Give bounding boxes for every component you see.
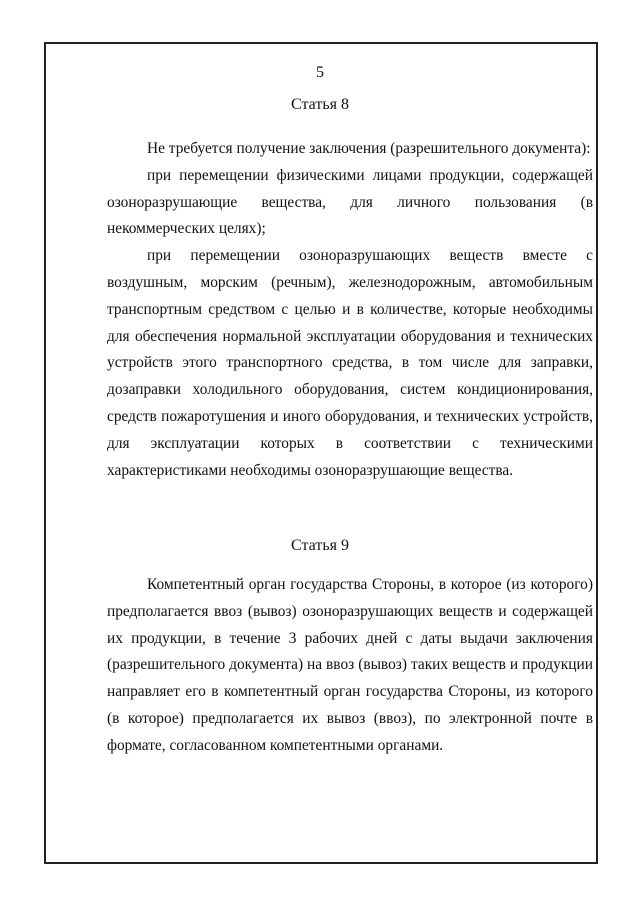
article-8-paragraph: при перемещении озоноразрушающих веществ вместе с воздушным, морским (речным), железнодорожным, автомобильным транспортным средством с целью и в количестве, которые необходимы для обеспечения нормальной эксплуатации оборудования и технических устройств этого транспортного средства, в том числе для заправки, дозаправки холодильного оборудования, систем кондиционирования, средств пожаротушения и иного оборудования, и технических устройств, для эксплуатации которых в соответствии с техническими характеристиками необходимы озоноразрушающие вещества. [107, 247, 593, 479]
article-8-paragraph: при перемещении физическими лицами продукции, содержащей озоноразрушающие вещества, для личного пользования (в некоммерческих целях); [107, 166, 593, 238]
article-8-heading: Статья 8 [291, 96, 349, 113]
page-number: 5 [316, 64, 324, 81]
article-8-paragraph: Не требуется получение заключения (разрешительного документа): [147, 140, 591, 157]
article-9-body [107, 572, 593, 760]
article-8-body [107, 136, 593, 484]
article-9-paragraph: Компетентный орган государства Стороны, в которое (из которого) предполагается ввоз (вывоз) озоноразрушающих веществ и содержащей их продукции, в течение 3 рабочих дней с даты выдачи заключения (разрешительного документа) на ввоз (вывоз) таких веществ и продукции направляет его в компетентный орган государства Стороны, из которого (в которое) предполагается их вывоз (ввоз), по электронной почте в формате, согласованном компетентными органами. [107, 576, 593, 754]
article-9-heading: Статья 9 [291, 537, 349, 554]
